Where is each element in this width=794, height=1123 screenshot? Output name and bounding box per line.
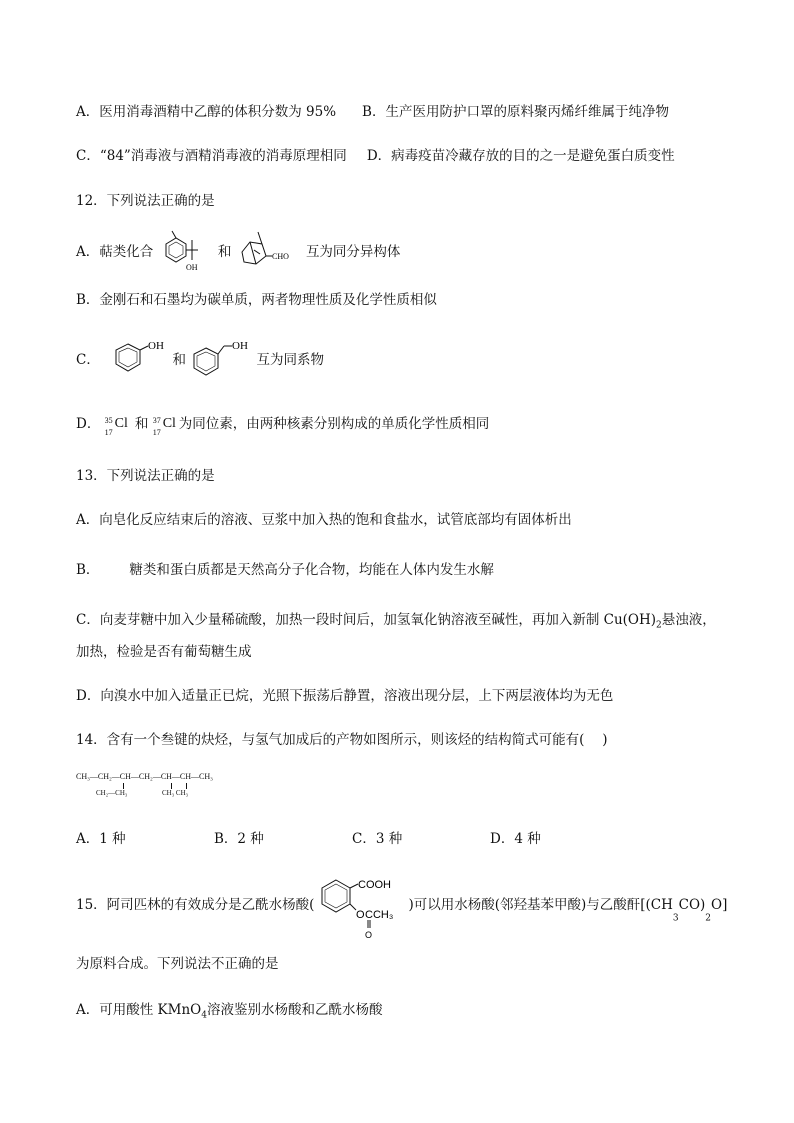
q14-product-structure (76, 772, 276, 806)
q12-option-a-prefix: A．萜类化合 (76, 244, 154, 260)
q13-option-c-sub: 2 (656, 620, 662, 631)
q14-formula-branch-1: CH₂—CH₃ (96, 789, 128, 797)
q12-option-c (76, 338, 324, 382)
q12-option-c-and: 和 (172, 352, 186, 368)
aspirin-o-label: O (356, 909, 366, 921)
aspirin-structure (314, 870, 408, 940)
terpene-oh-label: OH (185, 263, 198, 272)
q15-stem-d: O] (711, 897, 728, 913)
q13-option-a: A．向皂化反应结束后的溶液、豆浆中加入热的饱和食盐水，试管底部均有固体析出 (76, 512, 572, 528)
isotope-cl35 (104, 414, 131, 437)
isotope-cl37-symbol: Cl (162, 416, 176, 431)
q11-option-a: A．医用消毒酒精中乙醇的体积分数为 95% (76, 104, 337, 120)
q14-options (76, 829, 541, 849)
q13-stem: 13．下列说法正确的是 (76, 468, 215, 484)
isotope-cl37 (152, 414, 179, 437)
q15-stem-a: 15．阿司匹林的有效成分是乙酰水杨酸( (76, 897, 315, 913)
q15-option-a-sub: 4 (201, 1010, 207, 1021)
q12-option-b: B．金刚石和石墨均为碳单质，两者物理性质及化学性质相似 (76, 292, 437, 308)
q12-option-d-and: 和 (134, 416, 149, 432)
q15-stem-c: CO) (678, 897, 706, 913)
isotope-cl35-mass: 35 (104, 416, 113, 425)
terpene-structure-1 (158, 230, 214, 274)
aspirin-cooh-label: COOH (358, 879, 392, 891)
q12-stem: 12．下列说法正确的是 (76, 193, 215, 209)
q14-stem: 14．含有一个叁键的炔烃，与氢气加成后的产物如图所示，则该烃的结构简式可能有( ) (76, 732, 608, 748)
q13-option-b (76, 560, 494, 580)
isotope-cl35-symbol: Cl (114, 416, 128, 431)
q12-option-a-suffix: 互为同分异构体 (305, 244, 401, 260)
benzyl-oh-label: OH (232, 340, 249, 352)
isotope-cl37-mass: 37 (152, 416, 161, 425)
q13-option-b-label: B． (76, 562, 100, 578)
q11-option-b: B．生产医用防护口罩的原料聚丙烯纤维属于纯净物 (362, 104, 669, 120)
benzyl-alcohol-structure (190, 338, 252, 382)
q15-option-a-text-a: A．可用酸性 KMnO (76, 1002, 202, 1018)
q12-option-c-suffix: 互为同系物 (256, 352, 325, 368)
q14-option-b: B．2 种 (214, 831, 264, 847)
q14-option-a: A．1 种 (76, 831, 126, 847)
q11-row-cd (76, 146, 675, 166)
q15-stem-sub2: 2 (705, 913, 712, 924)
q13-option-c-line1 (76, 610, 716, 636)
q14-formula-main: CH₃—CH₂—CH—CH₂—CH—CH—CH₃ (76, 772, 213, 781)
q12-option-a (76, 230, 400, 274)
q15-stem-line2: 为原料合成。下列说法不正确的是 (76, 956, 279, 972)
terpene-cho-label: CHO (271, 252, 289, 261)
q14-option-c: C．3 种 (352, 831, 403, 847)
q13-option-c-line2: 加热，检验是否有葡萄糖生成 (76, 644, 252, 660)
q13-option-b-text: 糖类和蛋白质都是天然高分子化合物，均能在人体内发生水解 (129, 562, 494, 578)
q13-option-c-text-a: C．向麦芽糖中加入少量稀硫酸，加热一段时间后，加氢氧化钠溶液至碱性，再加入新制 Cu(OH) (76, 612, 657, 628)
q12-option-c-prefix: C． (76, 352, 100, 368)
aspirin-carbonyl-o-label: O (365, 930, 373, 940)
aspirin-cch3-label: CCH₃ (365, 909, 394, 921)
q15-option-a-text-b: 溶液鉴别水杨酸和乙酰水杨酸 (206, 1002, 383, 1018)
q15-stem-sub1: 3 (672, 913, 679, 924)
q11-option-c: C．“84”消毒液与酒精消毒液的消毒原理相同 (76, 148, 347, 164)
q12-option-d-suffix: 为同位素，由两种核素分别构成的单质化学性质相同 (178, 416, 490, 432)
terpene-structure-2 (236, 230, 302, 274)
q15-option-a (76, 1000, 382, 1026)
phenol-oh-label: OH (148, 340, 165, 352)
q13-option-c-text-b: 悬浊液， (661, 612, 716, 628)
q11-row-ab (76, 102, 669, 122)
q12-option-d (76, 414, 490, 437)
q12-option-a-and: 和 (217, 244, 232, 260)
q15-stem-b: )可以用水杨酸(邻羟基苯甲酸)与乙酸酐[(CH (408, 897, 673, 913)
q12-option-d-prefix: D． (76, 416, 101, 432)
q14-option-d: D．4 种 (490, 831, 541, 847)
q14-formula-branch-2: CH₃ CH₃ (162, 789, 189, 797)
q13-option-d: D．向溴水中加入适量正已烷，光照下振荡后静置，溶液出现分层，上下两层液体均为无色 (76, 688, 614, 704)
isotope-cl35-number: 17 (104, 428, 113, 437)
q15-stem-line1 (76, 870, 727, 940)
isotope-cl37-number: 17 (152, 428, 161, 437)
q11-option-d: D．病毒疫苗冷藏存放的目的之一是避免蛋白质变性 (366, 148, 675, 164)
phenol-structure (104, 338, 168, 382)
